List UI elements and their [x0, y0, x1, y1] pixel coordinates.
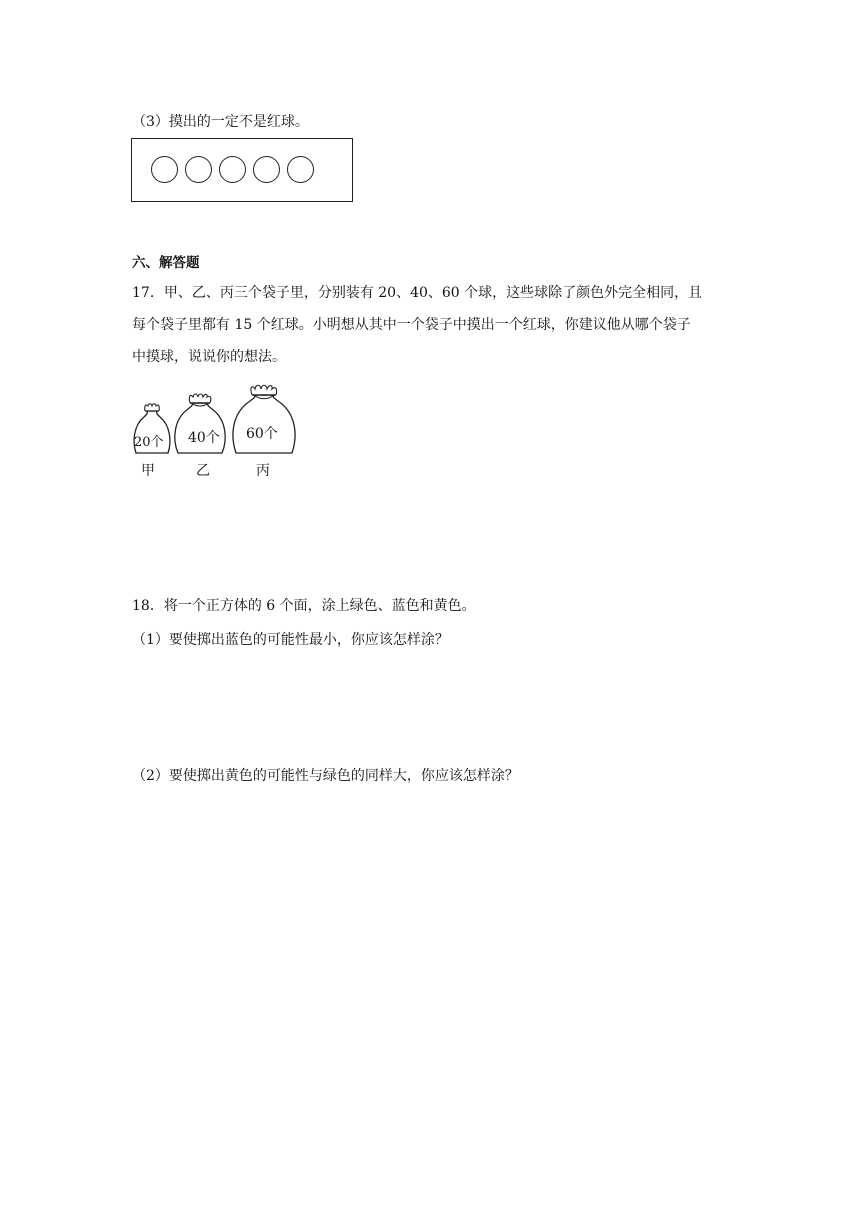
bag-bing-count: 60个: [246, 426, 278, 442]
ball-circle-1[interactable]: [151, 156, 178, 183]
bags-figure: [130, 383, 300, 483]
ball-circle-2[interactable]: [185, 156, 212, 183]
part3-question: （3）摸出的一定不是红球。: [132, 114, 309, 130]
section-heading: 六、解答题: [132, 255, 200, 271]
q17-line-3: 中摸球，说说你的想法。: [132, 349, 286, 365]
q18-stem: 18．将一个正方体的 6 个面，涂上绿色、蓝色和黄色。: [132, 598, 476, 614]
q18-sub1: （1）要使掷出蓝色的可能性最小，你应该怎样涂？: [132, 632, 449, 648]
bag-yi-name: 乙: [196, 463, 210, 479]
bag-jia-count: 20个: [134, 435, 164, 450]
ball-circle-5[interactable]: [287, 156, 314, 183]
ball-circle-4[interactable]: [253, 156, 280, 183]
ball-circle-3[interactable]: [219, 156, 246, 183]
bag-bing-name: 丙: [256, 463, 270, 479]
q18-sub2: （2）要使掷出黄色的可能性与绿色的同样大，你应该怎样涂？: [132, 768, 519, 784]
bag-jia-name: 甲: [141, 463, 155, 479]
bag-yi-count: 40个: [188, 430, 220, 446]
q17-line-1: 17．甲、乙、丙三个袋子里，分别装有 20、40、60 个球，这些球除了颜色外完全相同，且: [132, 285, 703, 301]
q17-line-2: 每个袋子里都有 15 个红球。小明想从其中一个袋子中摸出一个红球，你建议他从哪个袋子: [132, 317, 691, 333]
ball-circles: [151, 156, 321, 186]
